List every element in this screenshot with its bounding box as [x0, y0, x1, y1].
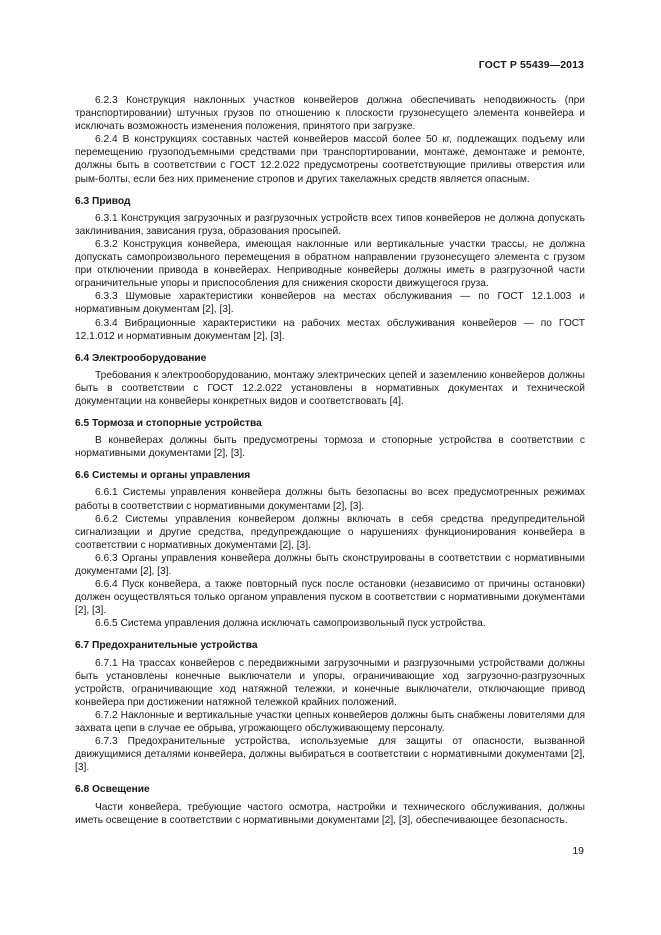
paragraph-6-3-4: 6.3.4 Вибрационные характеристики на рабочих местах обслуживания конвейеров — по ГОСТ 12.1.012 и нормативным документам [2], [3]. — [75, 317, 585, 342]
paragraph-6-6-2: 6.6.2 Системы управления конвейером должны включать в себя средства предупредительной сигнализации и другие средства, предупреждающие о нарушениях функционирования конвейера в соответствии с нормативных документами [2], [3]. — [75, 513, 585, 551]
paragraph-6-6-5: 6.6.5 Система управления должна исключать самопроизвольный пуск устройства. — [95, 618, 486, 630]
section-heading: 6.6 Системы и органы управления — [75, 470, 251, 482]
section-6-7 — [75, 639, 585, 774]
paragraph-6-7-2: 6.7.2 Наклонные и вертикальные участки цепных конвейеров должны быть снабжены ловителями для захвата цепи в случае ее обрыва, угрожающего обслуживающему персоналу. — [75, 709, 585, 735]
paragraph-6-5: В конвейерах должны быть предусмотрены тормоза и стопорные устройства в соответствии с нормативными документами [2], [3]. — [75, 435, 585, 460]
section-heading: 6.4 Электрооборудование — [75, 352, 207, 364]
paragraph-6-6-4: 6.6.4 Пуск конвейера, а также повторный пуск после остановки (независимо от причины остановки) должен осуществляться только органом управления пуском в соответствии с нормативными документами [2], [3]. — [75, 579, 585, 617]
paragraph-6-8: Части конвейера, требующие частого осмотра, настройки и технического обслуживания, должны иметь освещение в соответствии с нормативными документами [2], [3], обеспечивающее безопасность. — [75, 801, 585, 826]
section-heading: 6.8 Освещение — [75, 784, 150, 796]
paragraph-6-6-1: 6.6.1 Системы управления конвейера должны быть безопасны во всех предусмотренных режимах работы в соответствии с нормативными документами [2], [3]. — [75, 487, 585, 512]
section-6-4 — [75, 352, 585, 408]
section-heading: 6.5 Тормоза и стопорные устройства — [75, 418, 262, 430]
section-6-5 — [75, 417, 585, 460]
section-6-6 — [75, 469, 585, 630]
paragraph-6-2-4: 6.2.4 В конструкциях составных частей конвейеров массой более 50 кг, подлежащих подъему или перемещению грузоподъемными средствами при транспортировании, монтаже, демонтаже и ремонте, должны быть в соответствии с ГОСТ 12.2.022 предусмотрены соответствующие приливы отверстия или рым-болты, если без них применение стропов и других такелажных средств является опасным. — [75, 134, 585, 185]
paragraph-6-3-1: 6.3.1 Конструкция загрузочных и разгрузочных устройств всех типов конвейеров не должна допускать заклинивания, зависания груза, образования просыпей. — [75, 212, 585, 237]
paragraph-6-7-3: 6.7.3 Предохранительные устройства, используемые для защиты от опасности, вызванной движущимися деталями конвейера, должны выбираться в соответствии с нормативными документами [2], [3]. — [75, 736, 585, 774]
standard-header: ГОСТ Р 55439—2013 — [478, 59, 584, 71]
paragraph-6-7-1: 6.7.1 На трассах конвейеров с передвижными загрузочными и разгрузочными устройствами должны быть установлены конечные выключатели и упоры, ограничивающие ход загрузочно-разгрузочных устройств, ограничивающие ход натяжной тележки, и конечные выключатели, отключающие привод конвейера при достижении натяжной тележкой крайних положений. — [75, 657, 585, 708]
section-heading: 6.7 Предохранительные устройства — [75, 640, 258, 652]
document-body — [75, 94, 585, 827]
section-6-3 — [75, 195, 585, 343]
section-heading: 6.3 Привод — [75, 195, 131, 207]
paragraph-6-3-2: 6.3.2 Конструкция конвейера, имеющая наклонные или вертикальные участки трассы, не должна допускать самопроизвольного перемещения в обратном направлении грузонесущего элемента с грузом при отключении привода в конвейерах. Неприводные конвейеры должны иметь в разгрузочной части ограничительные упоры и приспособления для снижения скорости движущегося груза. — [75, 238, 585, 290]
paragraph-6-3-3: 6.3.3 Шумовые характеристики конвейеров на местах обслуживания — по ГОСТ 12.1.003 и нормативным документам [2], [3]. — [75, 291, 585, 316]
paragraph-6-4: Требования к электрооборудованию, монтажу электрических цепей и заземлению конвейеров должны быть в соответствии с ГОСТ 12.2.022 установлены в нормативных документах и технической документации на конвейеры конкретных видов и соответствовать [4]. — [75, 369, 585, 407]
section-6-8 — [75, 783, 585, 826]
section-6-2-continuation — [75, 94, 585, 186]
paragraph-6-2-3: 6.2.3 Конструкция наклонных участков конвейеров должна обеспечивать неподвижность (при транспортировании) штучных грузов по отношению к плоскости грузонесущего элемента конвейера и исключать возможность изменения положения, принятого при загрузке. — [75, 95, 585, 133]
paragraph-6-6-3: 6.6.3 Органы управления конвейера должны быть сконструированы в соответствии с нормативными документами [2], [3]. — [75, 552, 585, 577]
page-number: 19 — [572, 845, 584, 857]
